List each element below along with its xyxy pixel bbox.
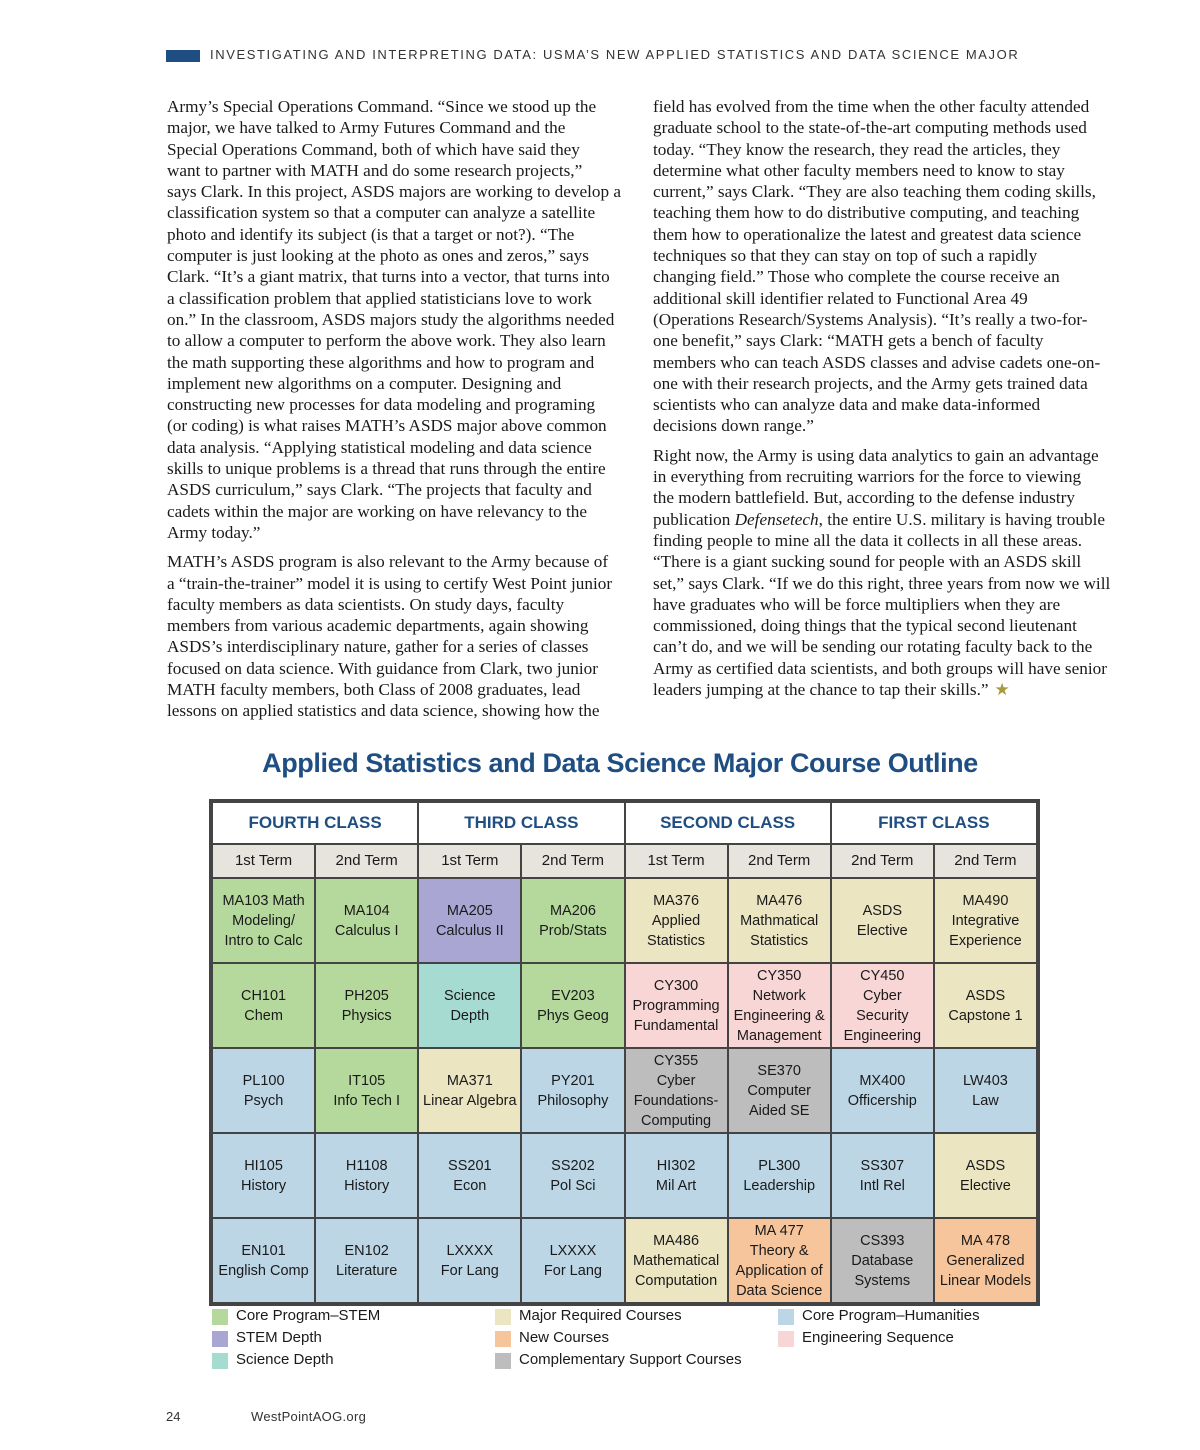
course-cell bbox=[934, 1218, 1037, 1303]
course-cell-line: Psych bbox=[243, 1092, 284, 1109]
text-line: lessons on applied statistics and data science, showing how the bbox=[167, 701, 600, 721]
text-line: one with their research projects, and the Army gets trained data bbox=[653, 373, 1088, 393]
course-cell-line: For Lang bbox=[440, 1262, 499, 1279]
text-line: Army as certified data scientists, and both groups will have senior bbox=[653, 658, 1107, 678]
course-cell-line: ASDS bbox=[965, 1157, 1006, 1174]
text-line: the math supporting these algorithms and how to program and bbox=[167, 352, 595, 372]
course-cell-line: Depth bbox=[450, 1007, 490, 1024]
text-line: members who can teach ASDS classes and advise cadets one-on- bbox=[653, 352, 1101, 372]
course-cell-line: English Comp bbox=[218, 1262, 309, 1279]
course-cell-line: Fundamental bbox=[633, 1017, 719, 1034]
text-line: implement new algorithms on a computer. Designing and bbox=[167, 373, 562, 393]
course-cell bbox=[212, 878, 315, 963]
term-header: 2nd Term bbox=[728, 844, 831, 878]
course-cell bbox=[934, 963, 1037, 1048]
course-cell-line: Statistics bbox=[647, 932, 706, 949]
course-cell-line: Prob/Stats bbox=[539, 922, 607, 939]
course-cell-line: Physics bbox=[341, 1007, 392, 1024]
course-cell-line: Computer bbox=[747, 1082, 812, 1099]
term-header: 1st Term bbox=[625, 844, 728, 878]
course-cell-line: Engineering bbox=[843, 1027, 922, 1044]
course-cell-line: ASDS bbox=[862, 902, 903, 919]
course-cell-line: SS307 bbox=[860, 1157, 905, 1174]
term-header: 1st Term bbox=[418, 844, 521, 878]
course-cell bbox=[212, 1048, 315, 1133]
text-line: the modern battlefield. But, according to the defense industry bbox=[653, 488, 1075, 508]
course-cell bbox=[831, 963, 934, 1048]
text-line: commissioned, doing things that the typical second lieutenant bbox=[653, 616, 1077, 636]
course-row bbox=[212, 1048, 1037, 1133]
term-header: 1st Term bbox=[212, 844, 315, 878]
course-cell-line: History bbox=[241, 1177, 287, 1194]
text-line: Special Operations Command, both of which have said they bbox=[167, 139, 580, 159]
class-year-header: SECOND CLASS bbox=[625, 802, 831, 844]
publication-name: Defensetech bbox=[734, 509, 819, 529]
course-cell-line: MA104 bbox=[343, 902, 390, 919]
course-row bbox=[212, 1133, 1037, 1218]
course-cell bbox=[521, 963, 624, 1048]
course-cell-line: Info Tech I bbox=[333, 1092, 400, 1109]
term-header: 2nd Term bbox=[521, 844, 624, 878]
article-column-right bbox=[653, 96, 1121, 700]
article-paragraph bbox=[653, 445, 1121, 701]
term-header: 2nd Term bbox=[315, 844, 418, 878]
course-cell bbox=[625, 1218, 728, 1303]
course-cell-line: HI105 bbox=[244, 1157, 283, 1174]
course-cell-line: Database bbox=[851, 1252, 914, 1269]
course-cell-line: Elective bbox=[856, 922, 908, 939]
course-cell-line: Science bbox=[444, 987, 496, 1004]
course-cell-line: Pol Sci bbox=[550, 1177, 596, 1194]
course-cell-line: Programming bbox=[632, 997, 720, 1014]
course-cell bbox=[728, 1048, 831, 1133]
legend-swatch bbox=[212, 1353, 228, 1369]
legend-label: Major Required Courses bbox=[519, 1307, 682, 1324]
course-cell-line: MA371 bbox=[446, 1072, 493, 1089]
running-header: INVESTIGATING AND INTERPRETING DATA: USMA’S NEW APPLIED STATISTICS AND DATA SCIENCE MAJOR bbox=[210, 47, 1020, 62]
legend-label: New Courses bbox=[519, 1329, 610, 1346]
legend-swatch bbox=[778, 1331, 794, 1347]
course-cell-line: Experience bbox=[949, 932, 1022, 949]
course-cell-line: PY201 bbox=[551, 1072, 595, 1089]
course-cell bbox=[831, 1133, 934, 1218]
course-cell bbox=[728, 1133, 831, 1218]
text-line: data analysis. “Applying statistical modeling and data science bbox=[167, 437, 592, 457]
text-line: constructing new processes for data modeling and programing bbox=[167, 395, 596, 415]
course-cell-line: MA376 bbox=[653, 892, 700, 909]
course-cell-line: MA490 bbox=[962, 892, 1009, 909]
article-paragraph bbox=[653, 96, 1121, 437]
text-line: field has evolved from the time when the other faculty attended bbox=[653, 97, 1090, 116]
course-cell bbox=[625, 1133, 728, 1218]
text-line: major, we have talked to Army Futures Command and the bbox=[167, 118, 566, 138]
text-line: want to partner with MATH and do some research projects,” bbox=[167, 160, 583, 180]
course-cell-line: EV203 bbox=[551, 987, 595, 1004]
course-cell bbox=[418, 963, 521, 1048]
legend-swatch bbox=[495, 1331, 511, 1347]
text-line: set,” says Clark. “If we do this right, three years from now we will bbox=[653, 573, 1111, 593]
text-line: current,” says Clark. “They are also teaching them coding skills, bbox=[653, 182, 1096, 202]
text-line: have graduates who will be force multipliers when they are bbox=[653, 594, 1061, 614]
course-cell-line: For Lang bbox=[543, 1262, 602, 1279]
course-cell-line: Computing bbox=[641, 1112, 712, 1129]
course-cell-line: ASDS bbox=[965, 987, 1006, 1004]
course-cell-line: Intl Rel bbox=[859, 1177, 905, 1194]
course-cell bbox=[625, 963, 728, 1048]
course-cell-line: MA476 bbox=[756, 892, 803, 909]
text-line: a “train-the-trainer” model it is using to certify West Point junior bbox=[167, 573, 613, 593]
course-cell-line: Phys Geog bbox=[537, 1007, 609, 1024]
text-line: them how to operationalize the latest and greatest data science bbox=[653, 224, 1082, 244]
text-line: a classification problem that applied statisticians love to work bbox=[167, 288, 592, 308]
text-line: Clark. “It’s a giant matrix, that turns into a vector, that turns into bbox=[167, 267, 610, 287]
legend-label: Core Program–Humanities bbox=[802, 1307, 980, 1324]
term-header: 2nd Term bbox=[831, 844, 934, 878]
course-cell bbox=[315, 1048, 418, 1133]
text-line: leaders jumping at the chance to tap their skills.” bbox=[653, 680, 989, 700]
course-cell bbox=[934, 878, 1037, 963]
legend-swatch bbox=[495, 1309, 511, 1325]
course-cell-line: Law bbox=[972, 1092, 999, 1109]
course-cell bbox=[521, 878, 624, 963]
text-line: to allow a computer to perform the above work. They also learn bbox=[167, 331, 606, 351]
course-cell-line: Modeling/ bbox=[232, 912, 295, 929]
text-line: computer is just looking at the photo as ones and zeros,” says bbox=[167, 246, 589, 266]
course-cell-line: MA103 Math bbox=[222, 892, 305, 909]
course-cell bbox=[934, 1048, 1037, 1133]
text-line: classification system so that a computer can analyze a satellite bbox=[167, 203, 596, 223]
legend-label: Engineering Sequence bbox=[802, 1329, 954, 1346]
course-cell-line: Mathematical bbox=[632, 1252, 720, 1269]
course-cell-line: SE370 bbox=[757, 1062, 801, 1079]
course-cell-line: CY350 bbox=[757, 967, 802, 984]
text-line: today. “They know the research, they read the articles, they bbox=[653, 139, 1061, 159]
course-cell-line: History bbox=[344, 1177, 390, 1194]
text-line: photo and identify its subject (is that a target or not?). “The bbox=[167, 224, 575, 244]
course-cell bbox=[418, 1048, 521, 1133]
text-line: techniques so that they can stay on top of such a rapidly bbox=[653, 246, 1038, 266]
course-cell-line: Mil Art bbox=[655, 1177, 697, 1194]
course-cell-line: SS201 bbox=[448, 1157, 492, 1174]
text-line: decisions down range.” bbox=[653, 416, 814, 436]
course-cell-line: MA486 bbox=[653, 1232, 700, 1249]
text-line: Right now, the Army is using data analytics to gain an advantage bbox=[653, 445, 1099, 465]
course-cell-line: PH205 bbox=[344, 987, 389, 1004]
course-cell-line: Calculus I bbox=[334, 922, 399, 939]
course-cell bbox=[831, 1218, 934, 1303]
article-column-left bbox=[167, 96, 635, 722]
course-cell-line: PL300 bbox=[758, 1157, 801, 1174]
course-row bbox=[212, 1218, 1037, 1303]
term-header: 2nd Term bbox=[934, 844, 1037, 878]
legend-swatch bbox=[212, 1309, 228, 1325]
text-line: MATH’s ASDS program is also relevant to the Army because of bbox=[167, 552, 609, 572]
page-number: 24 bbox=[166, 1409, 181, 1424]
class-year-header: FOURTH CLASS bbox=[212, 802, 418, 844]
text-line: (Operations Research/Systems Analysis). “It’s really a two-for- bbox=[653, 309, 1088, 329]
course-cell-line: HI302 bbox=[656, 1157, 696, 1174]
text-line: MATH faculty members, both Class of 2008 graduates, lead bbox=[167, 680, 581, 700]
text-line: faculty members as data scientists. On study days, faculty bbox=[167, 594, 565, 614]
course-cell-line: MA 477 bbox=[754, 1222, 804, 1239]
legend-swatch bbox=[212, 1331, 228, 1347]
course-cell-line: PL100 bbox=[242, 1072, 285, 1089]
course-cell-line: H1108 bbox=[345, 1157, 388, 1174]
text-line: focused on data science. With guidance from Clark, two junior bbox=[167, 658, 598, 678]
course-cell-line: Chem bbox=[244, 1007, 283, 1024]
course-cell-line: Applied bbox=[651, 912, 701, 929]
article-paragraph bbox=[167, 96, 635, 543]
course-cell-line: EN102 bbox=[344, 1242, 389, 1259]
course-row bbox=[212, 878, 1037, 963]
course-cell-line: Theory & bbox=[749, 1242, 809, 1259]
legend-label: Complementary Support Courses bbox=[519, 1351, 742, 1368]
text-line: (or coding) is what raises MATH’s ASDS major above common bbox=[167, 416, 607, 436]
legend-label: STEM Depth bbox=[236, 1329, 322, 1346]
course-cell-line: Mathmatical bbox=[740, 912, 819, 929]
text-line: Army today.” bbox=[167, 522, 261, 542]
text-line: can’t do, and we will be sending our rotating faculty back to the bbox=[653, 637, 1093, 657]
course-cell-line: CS393 bbox=[860, 1232, 905, 1249]
course-cell-line: Generalized bbox=[946, 1252, 1025, 1269]
course-cell bbox=[625, 1048, 728, 1133]
course-cell bbox=[418, 1133, 521, 1218]
course-cell-line: Intro to Calc bbox=[224, 932, 303, 949]
course-cell bbox=[521, 1048, 624, 1133]
course-cell-line: Philosophy bbox=[537, 1092, 609, 1109]
course-cell-line: CY450 bbox=[860, 967, 905, 984]
article-paragraph bbox=[167, 551, 635, 721]
course-cell-line: MA205 bbox=[446, 902, 493, 919]
course-cell bbox=[315, 1218, 418, 1303]
course-outline-table bbox=[209, 799, 1040, 1306]
course-cell bbox=[521, 1218, 624, 1303]
course-cell-line: Econ bbox=[453, 1177, 487, 1194]
course-cell bbox=[418, 1218, 521, 1303]
text-line: publication Defensetech, the entire U.S. military is having trouble bbox=[653, 509, 1106, 529]
course-cell bbox=[625, 878, 728, 963]
course-cell-line: LXXXX bbox=[446, 1242, 494, 1259]
text-line: members from various academic departments, again showing bbox=[167, 616, 589, 636]
course-cell-line: Engineering & bbox=[733, 1007, 825, 1024]
course-cell-line: Officership bbox=[847, 1092, 917, 1109]
course-cell bbox=[728, 963, 831, 1048]
course-cell-line: Calculus II bbox=[435, 922, 504, 939]
course-cell bbox=[934, 1133, 1037, 1218]
course-cell bbox=[315, 878, 418, 963]
course-cell-line: CH101 bbox=[240, 987, 287, 1004]
course-cell-line: Cyber bbox=[862, 987, 902, 1004]
course-cell-line: MX400 bbox=[859, 1072, 906, 1089]
course-cell-line: MA 478 bbox=[960, 1232, 1011, 1249]
class-year-header: FIRST CLASS bbox=[831, 802, 1037, 844]
course-cell-line: Systems bbox=[854, 1272, 911, 1289]
course-cell-line: Cyber bbox=[656, 1072, 696, 1089]
footer-site: WestPointAOG.org bbox=[251, 1409, 367, 1424]
course-cell bbox=[728, 878, 831, 963]
course-cell-line: Data Science bbox=[736, 1282, 823, 1299]
course-cell bbox=[212, 963, 315, 1048]
course-cell-line: Linear Algebra bbox=[423, 1092, 517, 1109]
text-line: finding people to mine all the data it collects in all these areas. bbox=[653, 530, 1083, 550]
course-cell-line: Application of bbox=[735, 1262, 823, 1279]
course-cell-line: CY300 bbox=[653, 977, 699, 994]
course-cell-line: Management bbox=[736, 1027, 822, 1044]
course-cell bbox=[728, 1218, 831, 1303]
course-cell-line: SS202 bbox=[551, 1157, 595, 1174]
course-cell bbox=[831, 878, 934, 963]
text-line: graduate school to the state-of-the-art computing methods used bbox=[653, 118, 1087, 138]
course-cell-line: Leadership bbox=[743, 1177, 816, 1194]
course-cell-line: Aided SE bbox=[748, 1102, 810, 1119]
end-star-icon: ★ bbox=[994, 680, 1010, 700]
course-cell-line: LXXXX bbox=[549, 1242, 597, 1259]
course-cell-line: Statistics bbox=[750, 932, 809, 949]
course-cell-line: IT105 bbox=[348, 1072, 386, 1089]
course-cell-line: EN101 bbox=[241, 1242, 286, 1259]
course-cell bbox=[521, 1133, 624, 1218]
text-line: cadets within the major are working on have relevancy to the bbox=[167, 501, 587, 521]
text-line: on.” In the classroom, ASDS majors study the algorithms needed bbox=[167, 309, 615, 329]
course-cell bbox=[418, 878, 521, 963]
class-year-header: THIRD CLASS bbox=[418, 802, 624, 844]
course-cell bbox=[831, 1048, 934, 1133]
text-line: Army’s Special Operations Command. “Since we stood up the bbox=[167, 97, 597, 116]
text-line: says Clark. In this project, ASDS majors are working to develop a bbox=[167, 182, 621, 202]
text-line: ASDS curriculum,” says Clark. “The projects that faculty and bbox=[167, 480, 592, 500]
course-cell bbox=[315, 963, 418, 1048]
course-cell-line: Computation bbox=[634, 1272, 718, 1289]
course-cell-line: CY355 bbox=[653, 1052, 699, 1069]
course-cell-line: Foundations- bbox=[633, 1092, 719, 1109]
course-cell bbox=[212, 1218, 315, 1303]
text-line: “There is a giant sucking sound for people with an ASDS skill bbox=[653, 552, 1082, 572]
legend-label: Science Depth bbox=[236, 1351, 334, 1368]
header-accent-bar bbox=[166, 50, 200, 62]
course-cell-line: LW403 bbox=[963, 1072, 1008, 1089]
text-line: skills to unique problems is a thread that runs through the entire bbox=[167, 459, 606, 479]
course-cell-line: Integrative bbox=[951, 912, 1020, 929]
text-line: changing field.” Those who complete the course receive an bbox=[653, 267, 1060, 287]
course-cell-line: Elective bbox=[960, 1177, 1011, 1194]
text-line: ASDS’s interdisciplinary nature, gather for a series of classes bbox=[167, 637, 589, 657]
course-cell-line: Linear Models bbox=[939, 1272, 1031, 1289]
course-cell bbox=[315, 1133, 418, 1218]
course-row bbox=[212, 963, 1037, 1048]
legend-swatch bbox=[778, 1309, 794, 1325]
course-cell-line: Network bbox=[752, 987, 806, 1004]
text-line: teaching them how to do distributive computing, and teaching bbox=[653, 203, 1080, 223]
legend-label: Core Program–STEM bbox=[236, 1307, 381, 1324]
text-line: one benefit,” says Clark: “MATH gets a bench of faculty bbox=[653, 331, 1044, 351]
legend-swatch bbox=[495, 1353, 511, 1369]
text-line: additional skill identifier related to Functional Area 49 bbox=[653, 288, 1028, 308]
course-cell-line: MA206 bbox=[549, 902, 596, 919]
course-cell-line: Security bbox=[856, 1007, 909, 1024]
course-cell-line: Literature bbox=[336, 1262, 398, 1279]
course-cell-line: Capstone 1 bbox=[948, 1007, 1023, 1024]
course-outline-title: Applied Statistics and Data Science Major Course Outline bbox=[262, 748, 978, 778]
text-line: in everything from recruiting warriors for the force to viewing bbox=[653, 467, 1082, 487]
text-line: scientists who can analyze data and make data-informed bbox=[653, 395, 1041, 415]
text-line: determine what other faculty members need to know to stay bbox=[653, 160, 1065, 180]
course-cell bbox=[212, 1133, 315, 1218]
